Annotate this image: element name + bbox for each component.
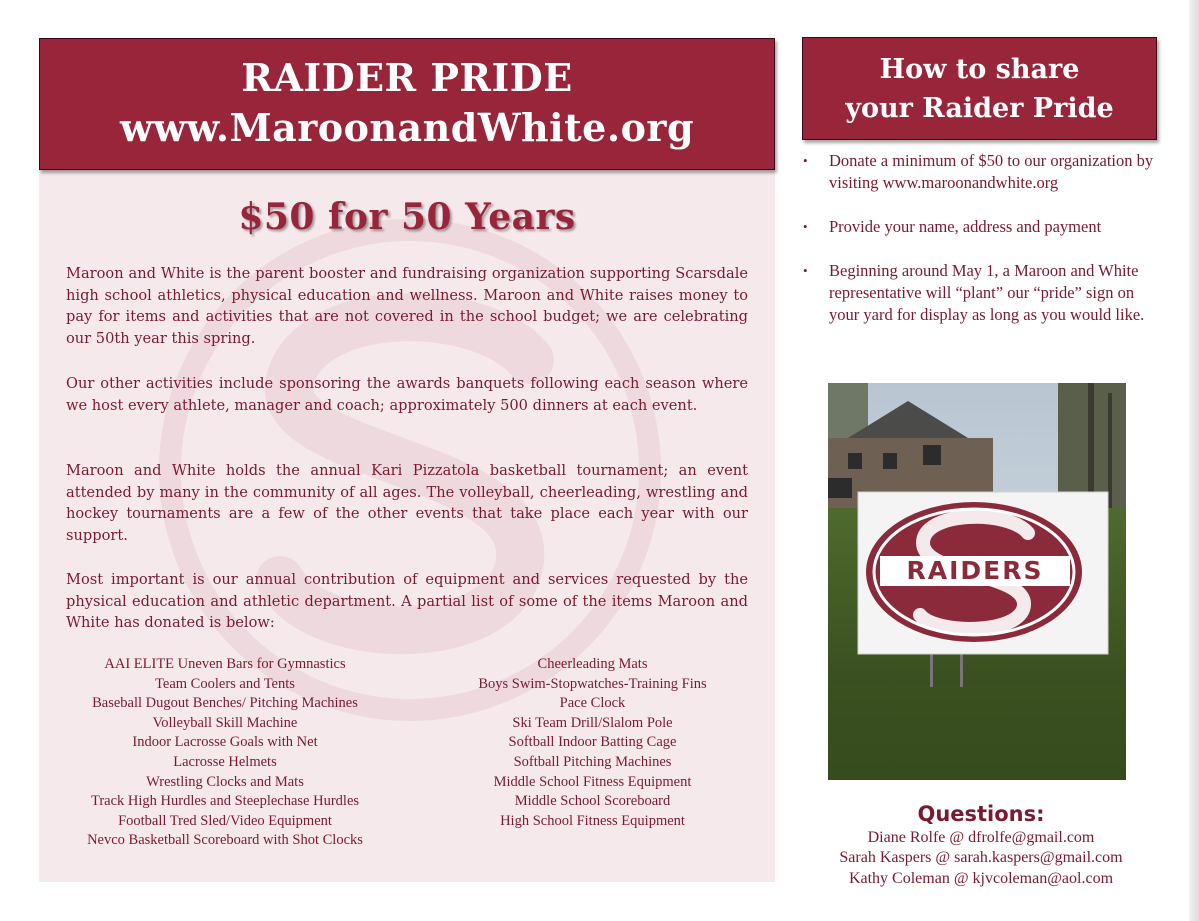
paragraph-intro: Maroon and White is the parent booster and fundraising organization supporting Scarsdale high school athletics, physical education and wellness. Maroon and White raises money to pay for items and activities that are not covered in the school budget; we are celebrating our 50th year this spring. <box>66 265 748 347</box>
contacts-list <box>803 828 1159 889</box>
banner-title: RAIDER PRIDE <box>241 55 573 100</box>
list-item: High School Fitness Equipment <box>500 812 685 829</box>
paragraph-equipment: Most important is our annual contribution of equipment and services requested by the physical education and athletic department. A partial list of some of the items Maroon and White has donated is below: <box>66 571 748 631</box>
list-item: Softball Pitching Machines <box>513 753 672 770</box>
sidebar-title-line2: your Raider Pride <box>845 93 1114 124</box>
list-item: Middle School Fitness Equipment <box>493 773 692 790</box>
list-item: Track High Hurdles and Steeplechase Hurdles <box>90 793 360 810</box>
page-subtitle: $50 for 50 Years <box>238 196 576 238</box>
donated-items-column-2 <box>430 655 755 831</box>
how-to-share-list <box>803 150 1163 326</box>
banner-website: www.MaroonandWhite.org <box>119 105 695 150</box>
list-item: Softball Indoor Batting Cage <box>508 734 677 751</box>
bullet-icon: • <box>803 153 808 168</box>
sign-text: RAIDERS <box>906 556 1044 585</box>
list-item: Football Tred Sled/Video Equipment <box>118 812 332 829</box>
list-item: Boys Swim-Stopwatches-Training Fins <box>478 675 707 692</box>
contact-item: Kathy Coleman @ kjvcoleman@aol.com <box>848 869 1114 887</box>
yard-sign-photo <box>828 383 1126 780</box>
bullet-text: Donate a minimum of $50 to our organization by visiting www.maroonandwhite.org <box>829 151 1154 192</box>
list-item: Nevco Basketball Scoreboard with Shot Clocks <box>87 832 363 849</box>
list-item: Volleyball Skill Machine <box>152 714 298 731</box>
donated-items-column-1 <box>50 655 400 851</box>
sidebar-title-line1: How to share <box>879 54 1080 85</box>
contact-item: Diane Rolfe @ dfrolfe@gmail.com <box>867 829 1095 846</box>
list-item: Cheerleading Mats <box>537 656 648 672</box>
list-item: Wrestling Clocks and Mats <box>146 773 304 790</box>
bullet-icon: • <box>803 263 808 278</box>
list-item: Middle School Scoreboard <box>514 793 671 810</box>
contact-item: Sarah Kaspers @ sarah.kaspers@gmail.com <box>839 849 1123 867</box>
list-item: Indoor Lacrosse Goals with Net <box>132 734 318 751</box>
list-item <box>803 260 1163 326</box>
page-edge <box>1189 0 1199 921</box>
bullet-text: Beginning around May 1, a Maroon and White representative will “plant” our “pride” sign on your yard for display as long as you would like. <box>829 261 1145 324</box>
list-item: Team Coolers and Tents <box>155 675 295 692</box>
list-item <box>803 150 1163 194</box>
list-item: Ski Team Drill/Slalom Pole <box>512 714 673 731</box>
questions-heading: Questions: <box>917 802 1045 826</box>
bullet-icon: • <box>803 219 808 234</box>
paragraph-banquets: Our other activities include sponsoring the awards banquets following each season where we host every athlete, manager and coach; approximately 500 dinners at each event. <box>66 375 748 414</box>
raider-pride-banner <box>39 38 775 170</box>
list-item: Pace Clock <box>559 695 626 712</box>
list-item: Lacrosse Helmets <box>173 753 277 770</box>
bullet-text: Provide your name, address and payment <box>829 217 1102 236</box>
paragraph-tournaments: Maroon and White holds the annual Kari Pizzatola basketball tournament; an event attended by many in the community of all ages. The volleyball, cheerleading, wrestling and hockey tournaments are a few of the other events that take place each year with our support. <box>66 462 748 544</box>
how-to-share-banner <box>802 37 1157 140</box>
list-item: AAI ELITE Uneven Bars for Gymnastics <box>104 656 346 672</box>
list-item: Baseball Dugout Benches/ Pitching Machines <box>92 695 358 712</box>
list-item <box>803 216 1163 238</box>
